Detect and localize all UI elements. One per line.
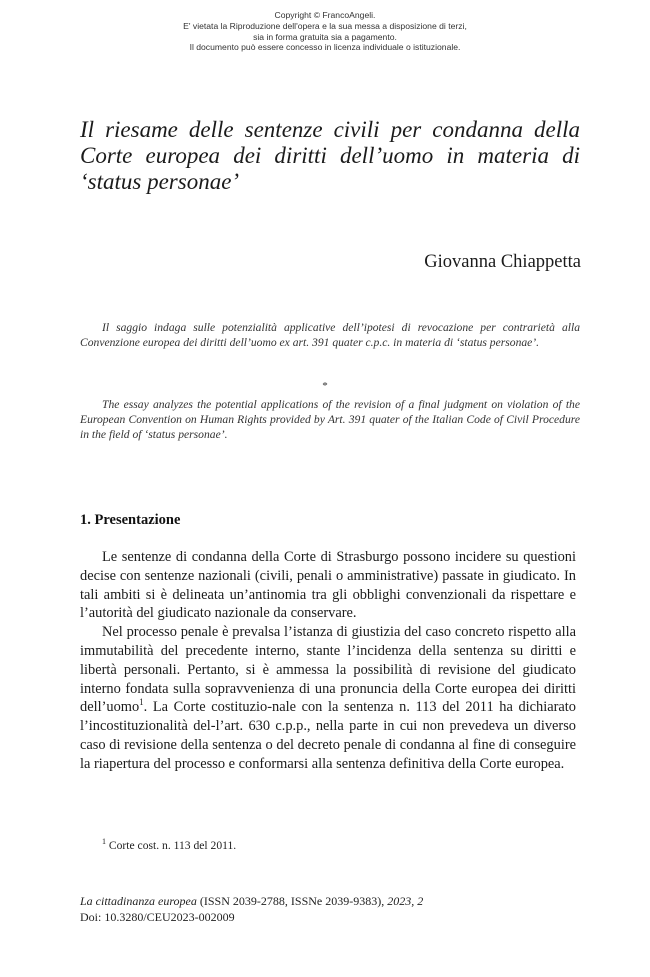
citation-line: [80, 893, 423, 909]
article-title: Il riesame delle sentenze civili per condanna della Corte europea dei diritti dell’uomo in materia di ‘status personae’: [80, 117, 580, 194]
copyright-line: Il documento può essere concesso in licenza individuale o istituzionale.: [189, 42, 461, 53]
paragraph: [80, 623, 576, 773]
footnote-reference[interactable]: 1: [139, 697, 144, 708]
footnote: [80, 837, 236, 852]
footnote-number: 1: [102, 837, 106, 846]
copyright-notice: [0, 10, 650, 53]
doi: Doi: 10.3280/CEU2023-002009: [80, 910, 235, 924]
page-footer: [80, 893, 423, 925]
author-name: Giovanna Chiappetta: [424, 252, 581, 272]
copyright-line: E' vietata la Riproduzione dell'opera e la sua messa a disposizione di terzi,: [183, 20, 467, 31]
body-text: [80, 548, 576, 774]
abstract-italian: Il saggio indaga sulle potenzialità applicative dell’ipotesi di revocazione per contrarietà alla Convenzione europea dei diritti dell’uomo ex art. 391 quater c.p.c. in materia di ‘status personae’.: [80, 321, 580, 350]
abstract-english: The essay analyzes the potential applications of the revision of a final judgment on violation of the European Convention on Human Rights provided by Art. 391 quater of the Italian Code of Civil Procedure in the field of ‘status personae’.: [80, 398, 580, 442]
issue: 2023, 2: [387, 894, 424, 908]
paragraph-text: Nel processo penale è prevalsa l’istanza di giustizia del caso concreto rispetto alla immutabilità del precedente interno, stante l’incidenza della sentenza su diritti e libertà personali. Pertanto, si è ammessa la possibilità di revisione del giudicato interno fondata sulla sopravvenienza di una pronuncia della Corte europea dei diritti dell’uomo: [80, 624, 576, 716]
journal-name: La cittadinanza europea: [80, 894, 197, 908]
copyright-line: Copyright © FrancoAngeli.: [274, 10, 376, 20]
copyright-line: sia in forma gratuita sia a pagamento.: [253, 31, 397, 42]
abstract-separator: *: [322, 380, 328, 392]
section-heading: 1. Presentazione: [80, 512, 181, 528]
paragraph: Le sentenze di condanna della Corte di Strasburgo possono incidere su questioni decise con sentenze nazionali (civili, penali o amministrative) passate in giudicato. In tali ambiti si è delineata un’antinomia tra gli obblighi convenzionali da rispettare e l’autorità del giudicato nazionale da conservare.: [80, 549, 576, 622]
paragraph-text: . La Corte costituzio-nale con la sentenza n. 113 del 2011 ha dichiarato l’incostituzionalità del-l’art. 630 c.p.p., nella parte in cui non prevedeva un diverso caso di revisione della sentenza o del decreto penale di condanna al fine di conseguire la riapertura del processo e conformarsi alla sentenza definitiva della Corte europea.: [80, 699, 576, 772]
issn: (ISSN 2039-2788, ISSNe 2039-9383),: [199, 894, 385, 908]
footnote-text: Corte cost. n. 113 del 2011.: [108, 838, 237, 852]
